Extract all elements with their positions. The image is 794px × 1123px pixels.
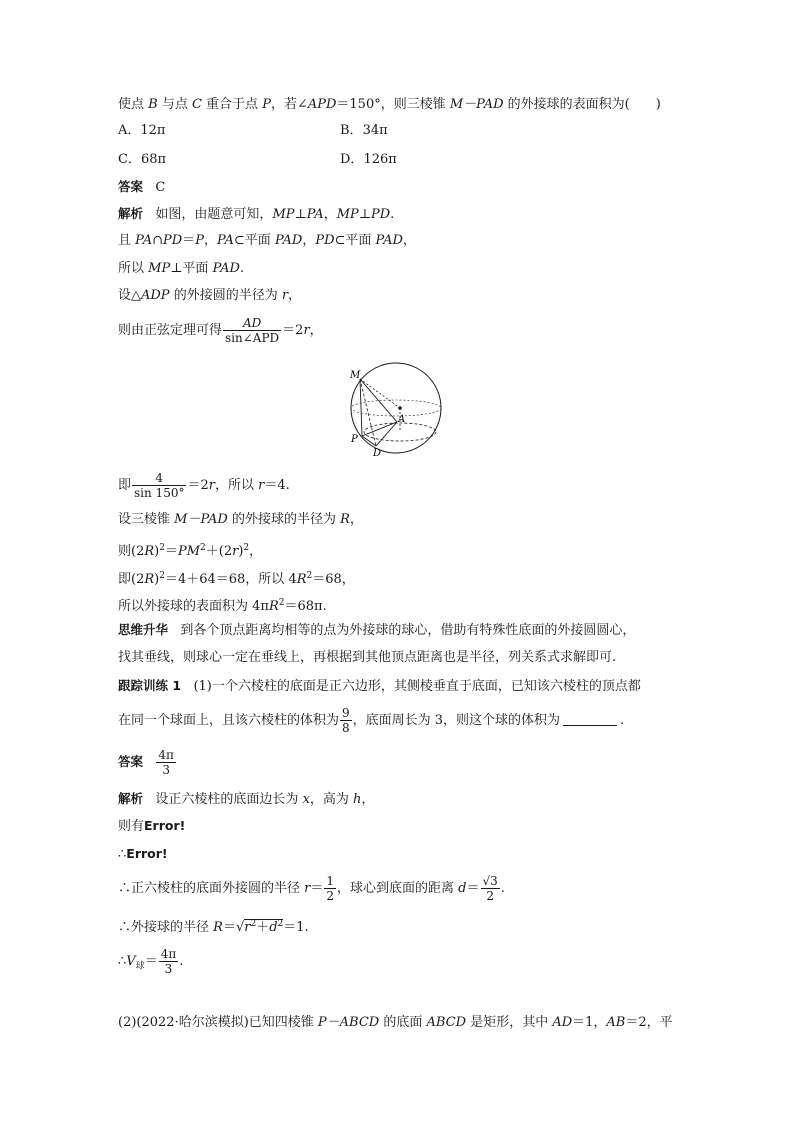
answer-line xyxy=(118,178,165,197)
insight-label: 思维升华 xyxy=(118,622,169,637)
analysis-line-4: 设△ADP 的外接圆的半径为 r， xyxy=(118,288,302,303)
practice-line-2: 在同一个球面上，且该六棱柱的体积为 $\frac{9}{8}$ ，底面周长为 3，则这个球的体积为 . xyxy=(118,706,625,735)
edge-mp xyxy=(360,379,362,436)
analysis-line-5: 则由正弦定理可得 $\frac{AD}{\text{sin∠APD}}$ ＝2r， xyxy=(118,316,323,345)
label-d: D xyxy=(373,448,382,459)
problem-stem: 使点 B 与点 C 重合于点 P，若∠APD＝150°，则三棱锥 M－PAD 的外接球的表面积为( ) xyxy=(118,97,661,112)
practice-line-1: 跟踪训练 1 (1)一个六棱柱的底面是正六边形，其侧棱垂直于底面，已知该六棱柱的顶点都 xyxy=(118,678,641,694)
answer2-line xyxy=(118,745,177,780)
insight-line-2: 找其垂线，则球心一定在垂线上，再根据到其他顶点距离也是半径，列关系式求解即可. xyxy=(118,650,617,665)
analysis-line-1: 解析 如图，由题意可知，MP⊥PA，MP⊥PD. xyxy=(118,206,395,222)
fraction-4-over-sin150: $\frac{4}{\sin 150^\circ}$ xyxy=(134,471,185,500)
analysis-line-9: 即$(2R)^2=4+64=68$，所以 $4R^2=68$， xyxy=(118,571,355,587)
option-b: B．34π xyxy=(340,123,388,138)
sqrt-radicand: $r^2+d^2$ xyxy=(244,919,284,935)
edge-pa xyxy=(362,422,397,436)
fraction-4pi-over-3: $\frac{4\pi}{3}$ xyxy=(158,748,174,777)
fraction-ad-over-sin: $\frac{AD}{\text{sin∠APD}}$ xyxy=(225,316,280,345)
equator xyxy=(351,400,441,416)
analysis-line-7: 设三棱锥 M－PAD 的外接球的半径为 R， xyxy=(118,512,363,527)
answer-blank xyxy=(563,712,617,726)
practice-label: 跟踪训练 1 xyxy=(118,678,182,693)
analysis-line-8: 则$(2R)^2=PM^2+(2r)^2$， xyxy=(118,543,263,559)
answer-label: 答案 xyxy=(118,179,144,194)
insight-line-1: 思维升华 到各个顶点距离均相等的点为外接球的球心，借助有特殊性底面的外接圆圆心， xyxy=(118,622,636,638)
analysis2-line-6: $\therefore V_球=$ $\frac{4\pi}{3}$ . xyxy=(118,947,184,976)
analysis2-line-4: ∴正六棱柱的底面外接圆的半径 r＝ $\frac{1}{2}$ ，球心到底面的距离 d＝ $\frac{√3}{2}$ . xyxy=(118,874,505,903)
label-m: M xyxy=(350,370,361,381)
answer-value: C xyxy=(155,180,166,195)
edge-da xyxy=(376,422,397,446)
option-a: A．12π xyxy=(118,123,166,138)
error-text-1: Error! xyxy=(144,818,186,833)
label-p: P xyxy=(351,434,358,445)
next-problem-line: (2)(2022·哈尔滨模拟)已知四棱锥 P－ABCD 的底面 ABCD 是矩形，其中 AD＝1，AB＝2，平 xyxy=(118,1015,673,1030)
analysis2-label: 解析 xyxy=(118,791,144,806)
analysis2-line-5: ∴外接球的半径 $R=√r^2+d^2=1$. xyxy=(118,919,309,935)
analysis-line-10: 所以外接球的表面积为 $4\pi R^2=68\pi$. xyxy=(118,598,327,614)
error-text-2: Error! xyxy=(126,846,168,861)
answer2-label: 答案 xyxy=(118,754,144,769)
fraction-9-over-8: $\frac{9}{8}$ xyxy=(342,706,350,735)
option-d: D．126π xyxy=(340,152,397,167)
analysis-label: 解析 xyxy=(118,206,144,221)
fraction-1-over-2: $\frac{1}{2}$ xyxy=(326,874,335,903)
label-a: A xyxy=(398,414,406,425)
analysis-line-2: 且 PA∩PD＝P，PA⊂平面 PAD，PD⊂平面 PAD， xyxy=(118,233,416,248)
analysis2-line-2: 则有Error! xyxy=(118,818,186,834)
fraction-sqrt3-over-2: $\frac{√3}{2}$ xyxy=(482,874,498,903)
analysis-line-6: 即 $\frac{4}{\sin 150^\circ}$ ＝2r，所以 r＝4. xyxy=(118,471,290,500)
fraction-4pi-over-3-b: $\frac{4\pi}{3}$ xyxy=(160,947,177,976)
analysis2-line-1: 解析 设正六棱柱的底面边长为 x，高为 h， xyxy=(118,791,375,807)
analysis-line-3: 所以 MP⊥平面 PAD. xyxy=(118,261,245,276)
analysis2-line-3: ∴Error! xyxy=(118,846,168,862)
option-c: C．68π xyxy=(118,152,167,167)
sphere-tetrahedron-figure xyxy=(340,360,460,460)
center-dot xyxy=(398,406,402,410)
sphere-outline xyxy=(351,363,441,453)
